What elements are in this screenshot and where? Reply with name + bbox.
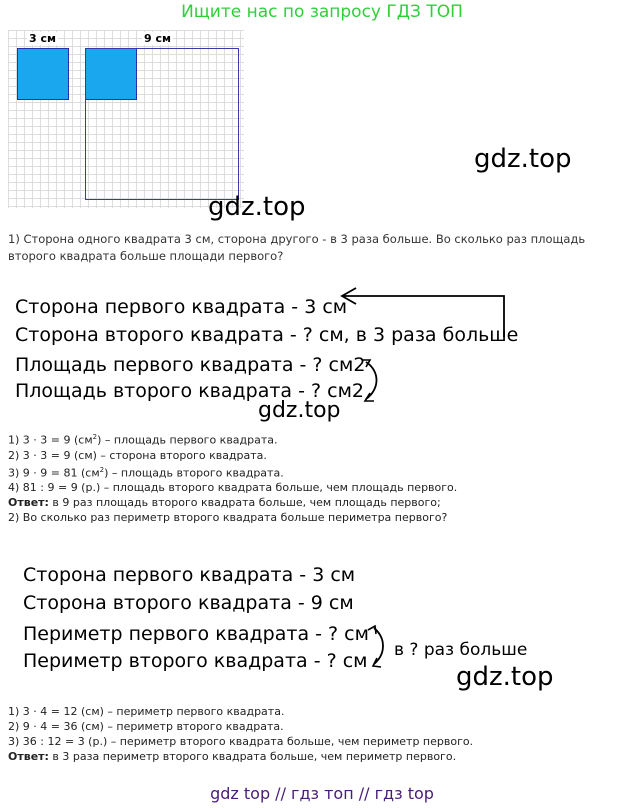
curved-arrow [360, 622, 394, 670]
big-side-label: 9 см [144, 32, 171, 45]
note-line: Сторона второго квадрата - ? см, в 3 раза больше [15, 324, 519, 346]
note-line: Периметр первого квадрата - ? см [23, 623, 369, 645]
solution-step: 3) 9 · 9 = 81 $(см^2)$ – площадь второго квадрата. [8, 465, 284, 480]
answer-2: Ответ: в 3 раза периметр второго квадрата больше, чем периметр первого. [8, 750, 457, 763]
watermark: gdz.top [258, 398, 341, 423]
solution-step: 2) 3 · 3 = 9 (см) – сторона второго квадрата. [8, 448, 267, 462]
task-2-text: 2) Во сколько раз периметр второго квадрата больше периметра первого? [8, 511, 448, 525]
solution-step: 4) 81 : 9 = 9 (р.) – площадь второго квадрата больше, чем площадь первого. [8, 481, 458, 495]
note-line: Сторона второго квадрата - 9 см [23, 592, 354, 614]
large-square-outline [85, 48, 239, 200]
footer-links: gdz top // гдз топ // гдз top [210, 784, 434, 803]
solution-step: 1) 3 · 4 = 12 (см) – периметр первого квадрата. [8, 705, 285, 718]
note-line: Периметр второго квадрата - ? см [23, 650, 368, 672]
handwritten-arrows [330, 285, 520, 415]
watermark: gdz.top [474, 144, 572, 174]
comparison-note: в ? раз больше [394, 640, 528, 660]
watermark: gdz.top [456, 662, 554, 692]
solution-step: 3) 36 : 12 = 3 (р.) – периметр второго квадрата больше, чем периметр первого. [8, 735, 474, 748]
solution-2 [8, 704, 473, 764]
top-banner: Ищите нас по запросу ГДЗ ТОП [181, 2, 463, 22]
answer-1: Ответ: в 9 раз площадь второго квадрата больше, чем площадь первого; [8, 496, 441, 510]
note-line: Сторона первого квадрата - 3 см [23, 564, 356, 586]
small-side-label: 3 см [29, 32, 56, 45]
solution-step: 2) 9 · 4 = 36 (см) – периметр второго квадрата. [8, 720, 284, 733]
task-1-text: 1) Сторона одного квадрата 3 см, сторона другого - в 3 раза больше. Во сколько раз площадь второго квадрата больше площади первого? [8, 232, 586, 263]
watermark: gdz.top [208, 192, 306, 222]
small-square [17, 48, 69, 100]
solution-step: 1) 3 · 3 = 9 $(см^2)$ – площадь первого квадрата. [8, 433, 278, 447]
note-line: Площадь второго квадрата - ? см2 [15, 380, 364, 402]
note-line: Сторона первого квадрата - 3 см [15, 296, 348, 318]
solution-1 [8, 430, 457, 525]
note-line: Площадь первого квадрата - ? см2 [15, 354, 366, 376]
